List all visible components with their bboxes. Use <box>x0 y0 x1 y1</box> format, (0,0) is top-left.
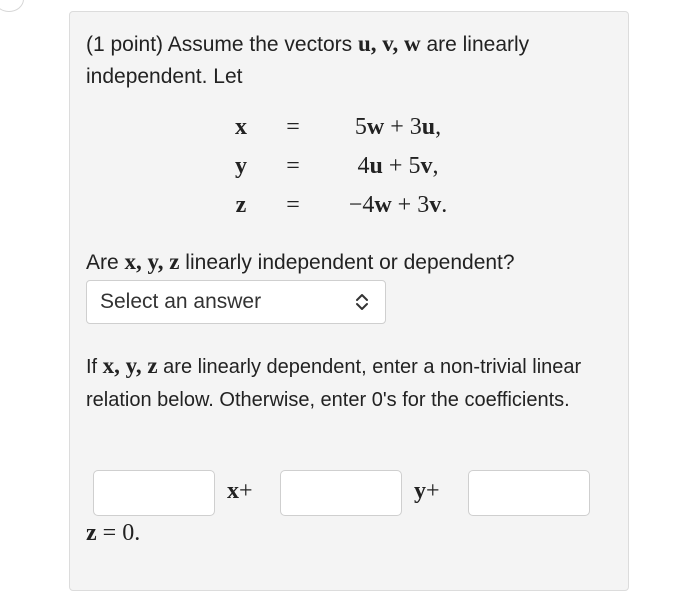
vector-w: w <box>404 31 421 56</box>
relation-tail: z = 0. <box>86 520 141 546</box>
coefficient-x-input[interactable] <box>93 470 215 516</box>
equation-lhs: z <box>235 192 247 218</box>
coefficient-z-input[interactable] <box>468 470 590 516</box>
equation-lhs: x <box>235 114 247 140</box>
equation-lhs: y <box>235 153 247 179</box>
vector-y: y <box>147 249 158 274</box>
answer-select-label: Select an answer <box>100 290 262 313</box>
vector-v: v <box>382 31 393 56</box>
equals-sign: = <box>286 192 300 218</box>
window-corner-decoration <box>0 0 24 12</box>
vector-z: z <box>169 249 180 274</box>
equals-sign: = <box>286 114 300 140</box>
problem-intro-text: (1 point) Assume the vectors <box>86 33 353 56</box>
equation-row <box>220 192 540 231</box>
answer-select[interactable] <box>86 280 386 324</box>
problem-intro-tail: are linearly independent. Let <box>86 33 530 88</box>
dependence-question: Are x, y, z linearly independent or dependent? <box>86 249 515 274</box>
equation-rhs: 5w + 3u, <box>354 114 442 140</box>
equation-rhs: 4u + 5v, <box>357 153 439 179</box>
problem-statement <box>86 28 606 93</box>
equals-sign: = <box>286 153 300 179</box>
equation-block <box>220 114 540 231</box>
equation-rhs: −4w + 3v. <box>348 192 448 218</box>
problem-card <box>69 11 629 591</box>
chevron-updown-icon <box>355 290 369 320</box>
relation-instructions: If x, y, z are linearly dependent, enter a non-trivial linear relation below. Otherwise, enter 0's for the coefficients. <box>86 353 582 411</box>
coefficient-y-label: y+ <box>414 478 440 504</box>
comma-sep: , <box>392 31 404 56</box>
equation-row <box>220 114 540 153</box>
equation-row <box>220 153 540 192</box>
vector-x: x <box>124 249 137 274</box>
coefficient-x-label: x+ <box>227 478 253 504</box>
vector-u: u <box>357 31 371 56</box>
comma-sep: , <box>370 31 383 56</box>
coefficient-y-input[interactable] <box>280 470 402 516</box>
